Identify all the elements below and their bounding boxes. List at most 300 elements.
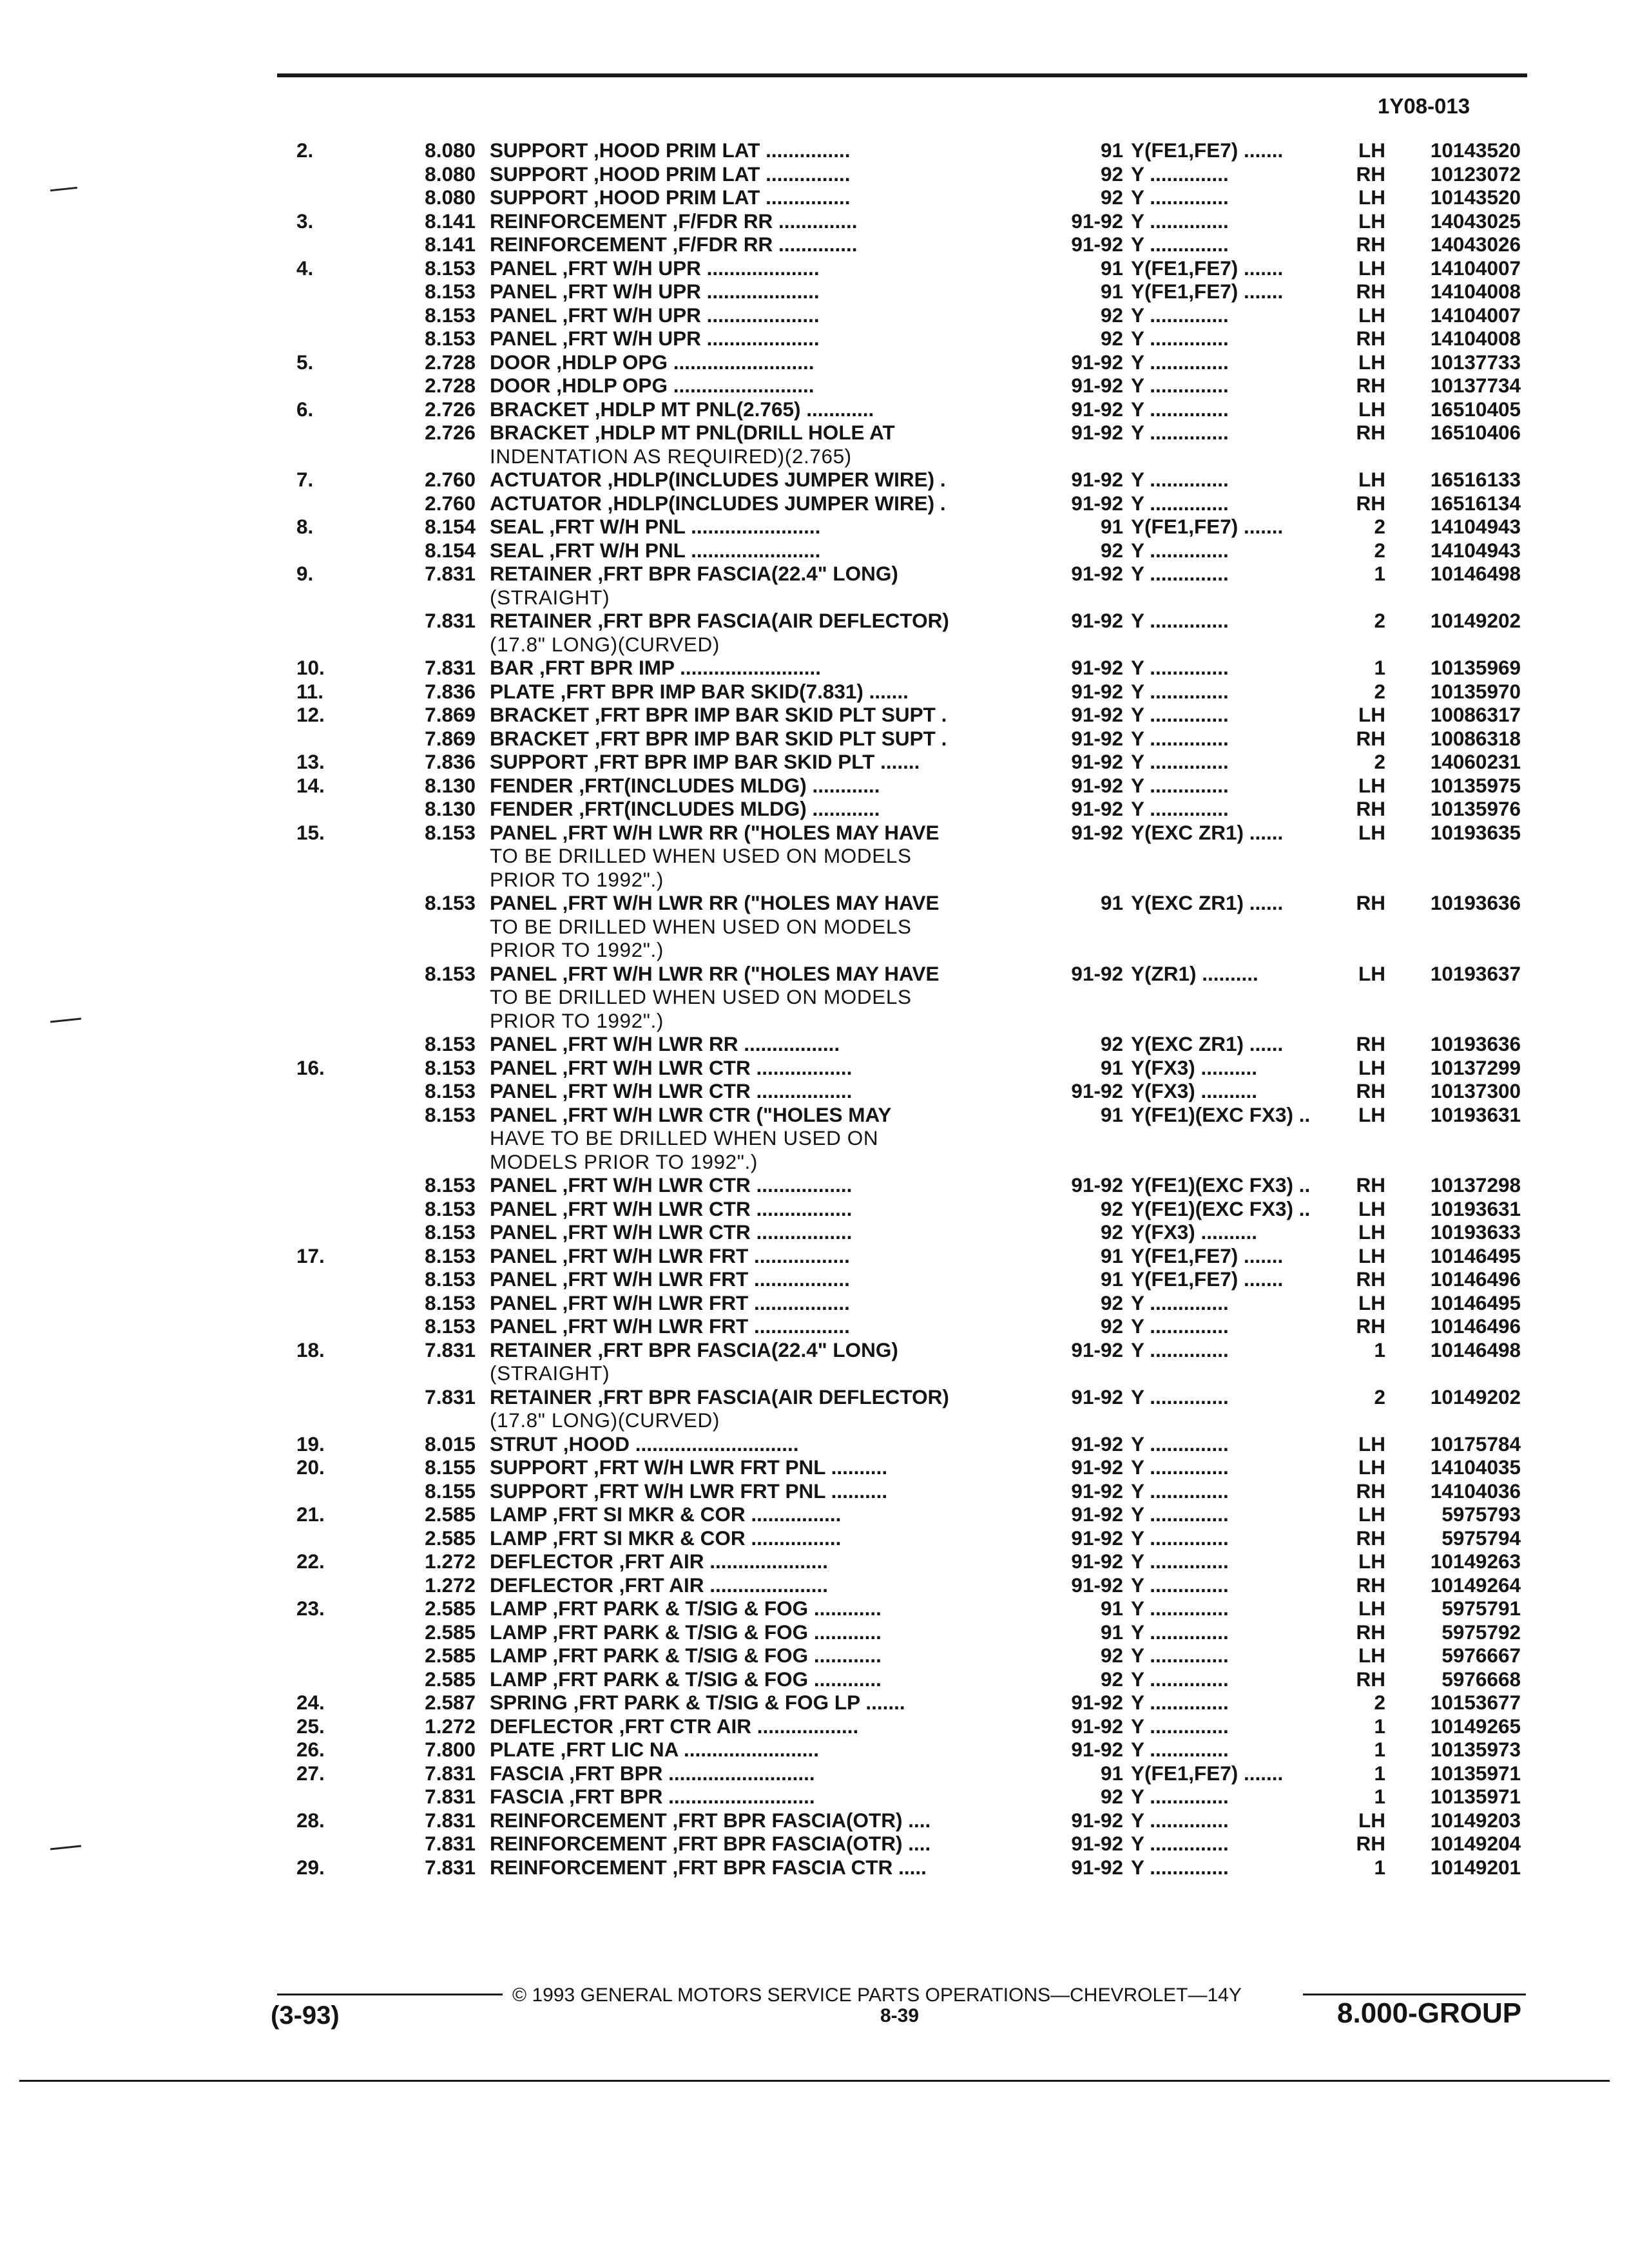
group-number: 7.831 [425,1785,476,1808]
series-code: Y .............. [1131,1432,1229,1456]
part-number: 10146496 [1430,1267,1521,1291]
part-row [0,703,1629,727]
quantity-side: LH [1358,468,1385,491]
part-row [0,1456,1629,1479]
model-years: 91-92 [1071,1808,1123,1832]
group-number: 7.836 [425,750,476,773]
model-years: 91-92 [1071,773,1123,797]
part-description: PANEL ,FRT W/H LWR FRT ................. [490,1314,850,1338]
part-row [0,421,1629,445]
description-continuation-row [0,1126,1629,1150]
part-description: HAVE TO BE DRILLED WHEN USED ON [490,1126,879,1149]
quantity-side [1353,1361,1398,1385]
part-number [1398,844,1521,868]
page-bottom-rule [19,2080,1610,2082]
model-years: 91-92 [1071,350,1123,374]
series-code: Y .............. [1131,609,1229,632]
part-description: RETAINER ,FRT BPR FASCIA(22.4" LONG) [490,562,898,585]
part-description: PANEL ,FRT W/H UPR .................... [490,303,820,327]
part-row [0,1573,1629,1597]
series-code: Y .............. [1131,374,1229,397]
item-number [296,280,361,303]
model-years [1041,1408,1131,1432]
series-code: Y .............. [1131,1855,1229,1879]
model-years: 92 [1100,186,1123,209]
group-number: 2.585 [425,1597,476,1620]
item-number: 23. [296,1597,325,1620]
quantity-side: RH [1356,1479,1385,1503]
item-number [296,1644,361,1667]
group-number: 8.153 [425,961,476,985]
quantity-side: RH [1356,421,1385,444]
quantity-side: RH [1356,1314,1385,1338]
item-number: 20. [296,1456,325,1479]
part-description: PRIOR TO 1992".) [490,1008,664,1032]
model-years: 91-92 [1071,562,1123,585]
description-continuation-row [0,915,1629,939]
group-number: 8.153 [425,820,476,844]
part-number: 10149202 [1430,1385,1521,1408]
item-number [296,1220,361,1244]
quantity-side: LH [1358,1808,1385,1832]
part-number: 5975791 [1441,1597,1521,1620]
series-code: Y(EXC ZR1) ...... [1131,1032,1284,1055]
group-number: 8.153 [425,1267,476,1291]
item-number [296,539,361,562]
part-row [0,1503,1629,1526]
item-number [296,162,361,186]
quantity-side: LH [1358,209,1385,233]
series-code: Y .............. [1131,1620,1229,1644]
quantity-side: RH [1356,1173,1385,1196]
item-number: 27. [296,1761,325,1785]
group-number: 2.726 [425,397,476,421]
group-number: 8.153 [425,891,476,914]
part-description: PANEL ,FRT W/H LWR FRT ................. [490,1244,850,1267]
part-row [0,1291,1629,1315]
part-row [0,680,1629,704]
model-years: 92 [1100,538,1123,562]
model-years: 91-92 [1071,1503,1123,1526]
parts-table [0,139,1629,1879]
series-code: Y .............. [1131,656,1229,679]
part-description: BRACKET ,HDLP MT PNL(DRILL HOLE AT [490,421,895,444]
model-years: 91-92 [1071,421,1123,444]
part-number: 14104943 [1430,538,1521,562]
series-code: Y .............. [1131,1785,1229,1808]
series-code [1131,1126,1353,1150]
item-number [296,586,361,610]
item-number: 21. [296,1503,325,1526]
group-number [361,915,490,939]
series-code: Y .............. [1131,162,1229,186]
series-code [1131,445,1353,468]
model-years: 91-92 [1071,468,1123,491]
quantity-side: LH [1358,820,1385,844]
part-number: 14104007 [1430,256,1521,280]
series-code: Y .............. [1131,1667,1229,1691]
series-code: Y(FE1,FE7) ....... [1131,515,1284,538]
part-row [0,1032,1629,1056]
model-years: 92 [1100,1196,1123,1220]
quantity-side: 2 [1374,1691,1385,1714]
series-code [1131,844,1353,868]
model-years: 91-92 [1071,797,1123,820]
group-number: 8.153 [425,1079,476,1102]
part-number: 14104036 [1430,1479,1521,1503]
part-description: PLATE ,FRT BPR IMP BAR SKID(7.831) ....... [490,679,909,703]
series-code [1131,938,1353,962]
part-number: 10146495 [1430,1244,1521,1267]
quantity-side: LH [1358,1503,1385,1526]
model-years: 91-92 [1071,1855,1123,1879]
model-years: 92 [1100,1291,1123,1314]
part-description: DOOR ,HDLP OPG ......................... [490,374,815,397]
description-continuation-row [0,586,1629,610]
part-number [1398,1126,1521,1150]
part-number: 10193631 [1430,1102,1521,1126]
item-number [296,609,361,633]
item-number: 16. [296,1055,325,1079]
part-number [1398,1361,1521,1385]
group-number: 8.141 [425,233,476,256]
part-number: 10149204 [1430,1832,1521,1855]
quantity-side: LH [1358,1196,1385,1220]
part-description: (STRAIGHT) [490,585,610,609]
part-number: 5975793 [1441,1503,1521,1526]
item-number [296,1103,361,1127]
item-number [296,1408,361,1432]
part-number: 5976667 [1441,1644,1521,1667]
quantity-side: LH [1358,1055,1385,1079]
part-description: PANEL ,FRT W/H LWR CTR ................. [490,1196,853,1220]
quantity-side: 1 [1374,1761,1385,1785]
part-row [0,1314,1629,1338]
model-years [1041,586,1131,610]
part-description: PANEL ,FRT W/H LWR CTR ("HOLES MAY [490,1102,892,1126]
part-row [0,1597,1629,1620]
group-number: 7.869 [425,726,476,750]
part-number [1398,1408,1521,1432]
group-number: 2.587 [425,1691,476,1714]
series-code [1131,915,1353,939]
part-number: 16516133 [1430,468,1521,491]
part-number: 10123072 [1430,162,1521,186]
group-number: 8.153 [425,1032,476,1055]
part-number: 5975792 [1441,1620,1521,1644]
item-number: 7. [296,468,314,491]
series-code: Y .............. [1131,468,1229,491]
item-number: 11. [296,679,324,703]
item-number [296,1173,361,1197]
model-years: 91-92 [1071,679,1123,703]
part-description: SUPPORT ,FRT BPR IMP BAR SKID PLT ....... [490,750,920,773]
part-row [0,1267,1629,1291]
part-description: RETAINER ,FRT BPR FASCIA(22.4" LONG) [490,1338,898,1361]
part-description: BRACKET ,FRT BPR IMP BAR SKID PLT SUPT . [490,726,947,750]
quantity-side: RH [1356,1832,1385,1855]
part-number: 14104008 [1430,280,1521,303]
item-number [296,1314,361,1338]
part-number: 10146495 [1430,1291,1521,1314]
part-description: BRACKET ,FRT BPR IMP BAR SKID PLT SUPT . [490,703,947,726]
series-code [1131,586,1353,610]
description-continuation-row [0,1408,1629,1432]
group-number: 8.015 [425,1432,476,1456]
group-number: 7.831 [425,656,476,679]
part-description: SUPPORT ,FRT W/H LWR FRT PNL .......... [490,1479,888,1503]
part-description: ACTUATOR ,HDLP(INCLUDES JUMPER WIRE) . [490,491,946,515]
part-description: PANEL ,FRT W/H UPR .................... [490,280,820,303]
part-row [0,727,1629,751]
part-description: (17.8" LONG)(CURVED) [490,1408,720,1432]
part-number: 10135971 [1430,1761,1521,1785]
quantity-side: 1 [1374,1338,1385,1361]
model-years: 91-92 [1071,1526,1123,1550]
part-number: 10135973 [1430,1738,1521,1761]
item-number: 6. [296,397,314,421]
part-number [1398,985,1521,1009]
item-number [296,233,361,256]
group-number: 7.831 [425,1832,476,1855]
part-description: PANEL ,FRT W/H LWR CTR ................. [490,1173,853,1196]
part-number [1398,868,1521,892]
part-number: 5975794 [1441,1526,1521,1550]
part-number: 10193635 [1430,820,1521,844]
series-code: Y .............. [1131,186,1229,209]
part-row [0,962,1629,986]
part-number: 10149203 [1430,1808,1521,1832]
model-years: 92 [1100,1785,1123,1808]
series-code: Y .............. [1131,1714,1229,1738]
part-row [0,774,1629,798]
part-number [1398,938,1521,962]
part-description: PANEL ,FRT W/H UPR .................... [490,327,820,350]
part-description: REINFORCEMENT ,F/FDR RR .............. [490,233,858,256]
quantity-side: LH [1358,961,1385,985]
item-number [296,962,361,986]
part-row [0,186,1629,209]
quantity-side: LH [1358,1432,1385,1456]
part-number: 10193637 [1430,961,1521,985]
model-years [1041,1009,1131,1033]
model-years: 91-92 [1071,1079,1123,1102]
part-row [0,821,1629,845]
series-code: Y .............. [1131,1526,1229,1550]
quantity-side [1353,633,1398,657]
part-description: PANEL ,FRT W/H LWR RR ................. [490,1032,840,1055]
series-code: Y(FE1,FE7) ....... [1131,1761,1284,1785]
series-code: Y(FX3) .......... [1131,1079,1258,1102]
series-code: Y(FX3) .......... [1131,1055,1258,1079]
quantity-side [1353,938,1398,962]
model-years: 91-92 [1071,1479,1123,1503]
part-row [0,1644,1629,1667]
part-description: PANEL ,FRT W/H LWR RR ("HOLES MAY HAVE [490,891,940,914]
part-number: 10149202 [1430,609,1521,632]
group-number: 7.831 [425,609,476,632]
group-number: 8.155 [425,1479,476,1503]
item-number [296,1832,361,1856]
group-number [361,1150,490,1174]
model-years [1041,868,1131,892]
item-number [296,1620,361,1644]
model-years: 91-92 [1071,209,1123,233]
quantity-side [1353,1009,1398,1033]
part-row [0,233,1629,256]
series-code: Y .............. [1131,1832,1229,1855]
part-number: 10146498 [1430,562,1521,585]
part-number: 10149264 [1430,1573,1521,1597]
series-code: Y(FX3) .......... [1131,1220,1258,1244]
model-years: 91 [1100,1267,1123,1291]
item-number [296,186,361,209]
part-description: FASCIA ,FRT BPR .......................... [490,1761,815,1785]
item-number: 2. [296,139,314,162]
series-code: Y .............. [1131,1479,1229,1503]
series-code: Y .............. [1131,679,1229,703]
model-years: 91-92 [1071,1550,1123,1573]
series-code: Y(FE1,FE7) ....... [1131,1267,1284,1291]
part-number: 14043026 [1430,233,1521,256]
group-number: 8.155 [425,1456,476,1479]
part-row [0,1832,1629,1856]
series-code: Y .............. [1131,1573,1229,1597]
quantity-side: LH [1358,350,1385,374]
group-number: 2.585 [425,1667,476,1691]
part-row [0,539,1629,562]
model-years: 91-92 [1071,233,1123,256]
series-code: Y(FE1,FE7) ....... [1131,1244,1284,1267]
group-code: 8.000-GROUP [1337,1997,1522,2029]
model-years: 91 [1100,139,1123,162]
model-years: 91-92 [1071,1738,1123,1761]
group-number: 8.153 [425,1102,476,1126]
part-description: RETAINER ,FRT BPR FASCIA(AIR DEFLECTOR) [490,1385,949,1408]
model-years [1041,445,1131,468]
part-number: 10086317 [1430,703,1521,726]
footer-rule-left [277,1994,503,1995]
part-row [0,280,1629,303]
group-number: 8.153 [425,1314,476,1338]
part-description: TO BE DRILLED WHEN USED ON MODELS [490,985,912,1008]
quantity-side: LH [1358,1244,1385,1267]
quantity-side: 1 [1374,1738,1385,1761]
item-number: 24. [296,1691,325,1714]
group-number: 8.153 [425,1055,476,1079]
group-number: 1.272 [425,1573,476,1597]
part-number: 10193631 [1430,1196,1521,1220]
part-row [0,1738,1629,1762]
group-number: 7.831 [425,1385,476,1408]
part-row [0,1432,1629,1456]
description-continuation-row [0,868,1629,892]
part-number [1398,633,1521,657]
part-description: PRIOR TO 1992".) [490,938,664,961]
series-code: Y .............. [1131,773,1229,797]
item-number [296,1126,361,1150]
series-code [1131,1150,1353,1174]
group-number: 2.760 [425,468,476,491]
quantity-side: RH [1356,1032,1385,1055]
series-code: Y .............. [1131,1338,1229,1361]
group-number [361,586,490,610]
model-years: 91 [1100,515,1123,538]
model-years: 91 [1100,1761,1123,1785]
part-row [0,1691,1629,1715]
model-years: 92 [1100,1032,1123,1055]
quantity-side: LH [1358,303,1385,327]
item-number: 25. [296,1714,325,1738]
part-row [0,1385,1629,1409]
series-code: Y .............. [1131,1738,1229,1761]
part-description: BRACKET ,HDLP MT PNL(2.765) ............ [490,397,874,421]
series-code: Y .............. [1131,797,1229,820]
series-code: Y(FE1)(EXC FX3) .. [1131,1102,1311,1126]
part-description: PANEL ,FRT W/H LWR FRT ................. [490,1291,850,1314]
group-number: 2.585 [425,1644,476,1667]
quantity-side: LH [1358,139,1385,162]
item-number [296,492,361,515]
item-number: 15. [296,820,325,844]
part-description: SUPPORT ,HOOD PRIM LAT ............... [490,139,851,162]
model-years: 91 [1100,1597,1123,1620]
group-number [361,1408,490,1432]
model-years: 91 [1100,891,1123,914]
part-number: 10143520 [1430,139,1521,162]
item-number [296,374,361,398]
series-code: Y .............. [1131,397,1229,421]
part-row [0,1526,1629,1550]
model-years: 91-92 [1071,703,1123,726]
item-number [296,915,361,939]
part-description: MODELS PRIOR TO 1992".) [490,1149,758,1173]
part-description: REINFORCEMENT ,FRT BPR FASCIA(OTR) .... [490,1832,931,1855]
quantity-side: LH [1358,1550,1385,1573]
group-number: 8.130 [425,797,476,820]
item-number [296,1197,361,1221]
part-row [0,374,1629,398]
group-number: 8.080 [425,186,476,209]
part-number: 16510405 [1430,397,1521,421]
group-number: 8.153 [425,256,476,280]
description-continuation-row [0,844,1629,868]
quantity-side: LH [1358,1220,1385,1244]
item-number: 17. [296,1244,325,1267]
description-continuation-row [0,1361,1629,1385]
item-number [296,727,361,751]
quantity-side: 1 [1374,1785,1385,1808]
model-years: 91-92 [1071,491,1123,515]
part-number [1398,586,1521,610]
item-number [296,1150,361,1174]
part-description: (17.8" LONG)(CURVED) [490,632,720,656]
quantity-side: RH [1356,891,1385,914]
part-description: LAMP ,FRT PARK & T/SIG & FOG ............ [490,1597,882,1620]
series-code: Y(EXC ZR1) ...... [1131,891,1284,914]
part-description: ACTUATOR ,HDLP(INCLUDES JUMPER WIRE) . [490,468,946,491]
group-number: 8.141 [425,209,476,233]
item-number [296,1032,361,1056]
quantity-side [1353,1126,1398,1150]
group-number: 7.831 [425,1338,476,1361]
item-number [296,1573,361,1597]
group-number: 2.760 [425,491,476,515]
part-description: REINFORCEMENT ,FRT BPR FASCIA(OTR) .... [490,1808,931,1832]
model-years: 92 [1100,327,1123,350]
part-number: 10193636 [1430,1032,1521,1055]
model-years: 91-92 [1071,656,1123,679]
